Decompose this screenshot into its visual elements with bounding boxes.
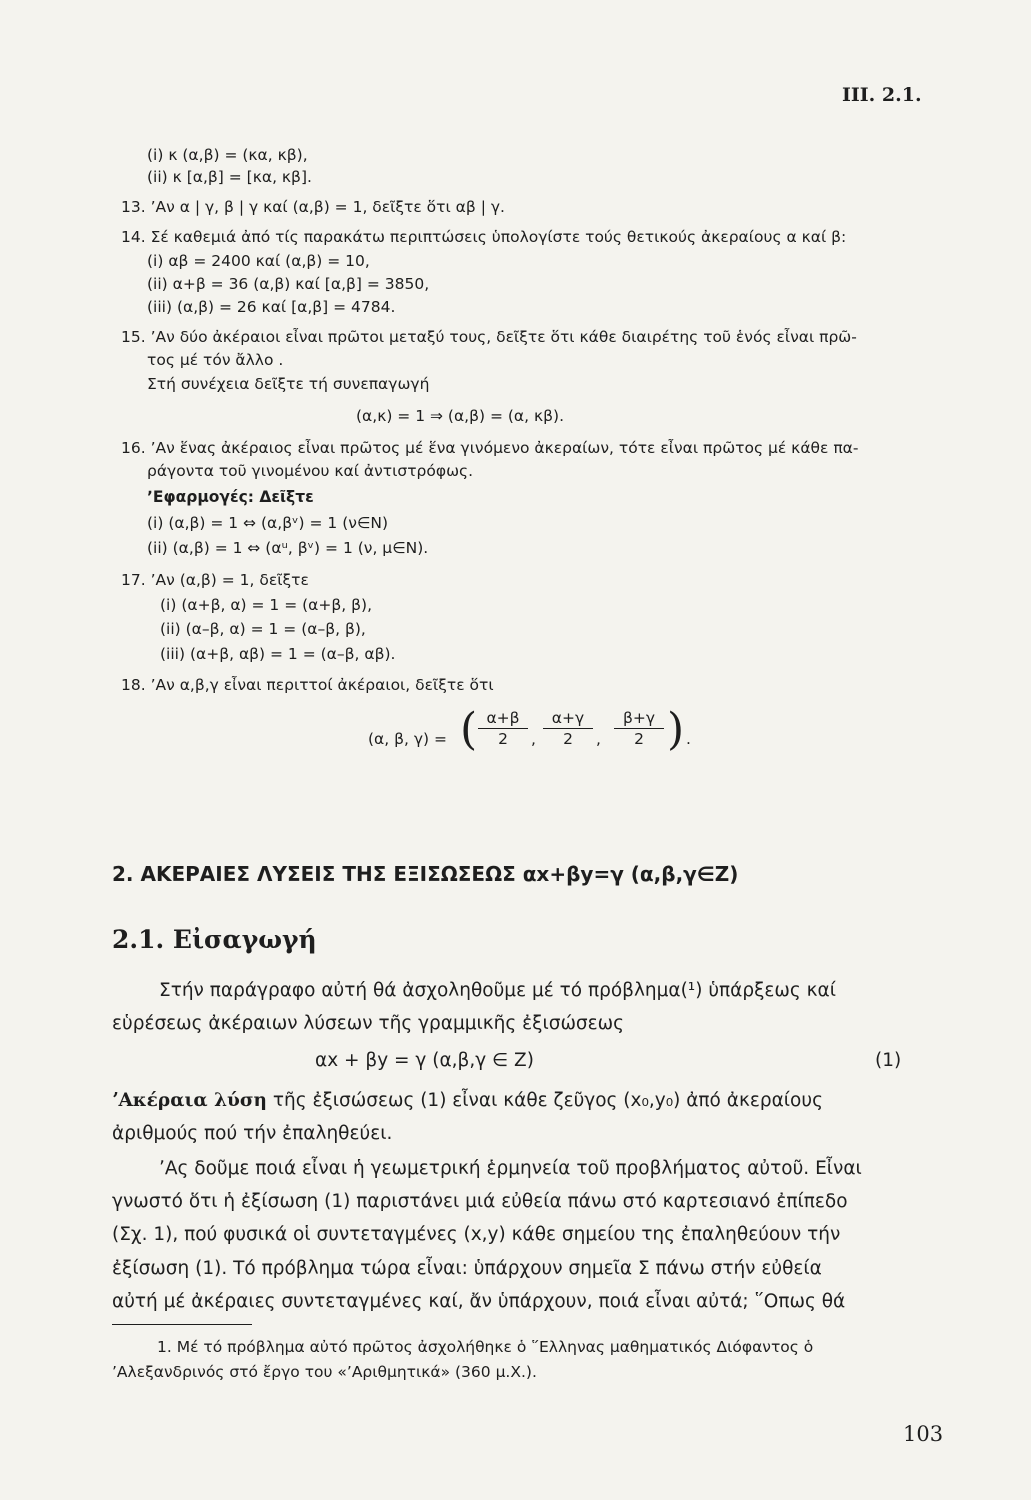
body-line: ἐξίσωση (1). Τό πρόβλημα τώρα εἶναι: ὑπάρχουν σημεῖα Σ πάνω στήν εὐθεία xyxy=(112,1258,822,1279)
exercise-line: (i) (α+β, α) = 1 = (α+β, β), xyxy=(160,596,372,614)
exercise-14: 14. Σέ καθεμιά ἀπό τίς παρακάτω περιπτώσεις ὑπολογίστε τούς θετικούς ἀκεραίους α καί β: xyxy=(121,228,847,246)
term-bold: ʼΑκέραια λύση xyxy=(112,1090,267,1111)
exercise-line: Στή συνέχεια δεῖξτε τή συνεπαγωγή xyxy=(147,375,430,393)
exercise-16: 16. ʼΑν ἕνας ἀκέραιος εἶναι πρῶτος μέ ἕνα γινόμενο ἀκεραίων, τότε εἶναι πρῶτος μέ κάθε πα- xyxy=(121,439,859,457)
comma: , xyxy=(596,730,601,748)
exercise-15: 15. ʼΑν δύο ἀκέραιοι εἶναι πρῶτοι μεταξύ τους, δεῖξτε ὅτι κάθε διαιρέτης τοῦ ἑνός εἶναι πρῶ- xyxy=(121,328,857,346)
equation-number: (1) xyxy=(875,1050,902,1071)
formula: (α,κ) = 1 ⇒ (α,β) = (α, κβ). xyxy=(356,407,565,425)
exercise-line: (ii) (α–β, α) = 1 = (α–β, β), xyxy=(160,620,366,638)
exercise-line: (ii) α+β = 36 (α,β) καί [α,β] = 3850, xyxy=(147,275,430,293)
exercise-17: 17. ʼΑν (α,β) = 1, δεῖξτε xyxy=(121,571,309,589)
fraction: $\frac{\alpha+\beta}{2}$ xyxy=(478,708,528,749)
running-header: III. 2.1. xyxy=(842,84,922,106)
body-text: τῆς ἐξισώσεως (1) εἶναι κάθε ζεῦγος (x₀,y₀) ἀπό ἀκεραίους xyxy=(266,1090,823,1111)
body-line: γνωστό ὅτι ἡ ἐξίσωση (1) παριστάνει μιά εὐθεία πάνω στό καρτεσιανό ἐπίπεδο xyxy=(112,1191,848,1212)
body-line: Στήν παράγραφο αὐτή θά ἀσχοληθοῦμε μέ τό πρόβλημα(¹) ὑπάρξεως καί xyxy=(159,980,837,1001)
formula-lhs: (α, β, γ) = xyxy=(368,730,447,748)
body-line: αὐτή μέ ἀκέραιες συντεταγμένες καί, ἄν ὑπάρχουν, ποιά εἶναι αὐτά; ῞Οπως θά xyxy=(112,1291,846,1312)
exercise-13: 13. ʼΑν α | γ, β | γ καί (α,β) = 1, δεῖξτε ὅτι αβ | γ. xyxy=(121,198,505,216)
footnote-line: 1. Μέ τό πρόβλημα αὐτό πρῶτος ἀσχολήθηκε ὁ ῞Ελληνας μαθηματικός Διόφαντος ὁ xyxy=(157,1338,814,1356)
body-line xyxy=(112,1088,823,1114)
exercise-line: τος μέ τόν ἄλλο . xyxy=(147,351,284,369)
exercise-line: ʼΕφαρμογές: Δεῖξτε xyxy=(147,488,314,506)
equation: αx + βy = γ (α,β,γ ∈ Z) xyxy=(315,1050,534,1071)
exercise-line: (i) αβ = 2400 καί (α,β) = 10, xyxy=(147,252,370,270)
exercise-line: (ii) κ [α,β] = [κα, κβ]. xyxy=(147,168,312,186)
body-line: (Σχ. 1), πού φυσικά οἱ συντεταγμένες (x,y) κάθε σημείου της ἐπαληθεύουν τήν xyxy=(112,1224,841,1245)
exercise-line: ράγοντα τοῦ γινομένου καί ἀντιστρόφως. xyxy=(147,462,474,480)
page-number: 103 xyxy=(903,1422,944,1446)
body-line: ʼΑς δοῦμε ποιά εἶναι ἡ γεωμετρική ἑρμηνεία τοῦ προβλήματος αὐτοῦ. Εἶναι xyxy=(159,1158,862,1179)
exercise-18: 18. ʼΑν α,β,γ εἶναι περιττοί ἀκέραιοι, δεῖξτε ὅτι xyxy=(121,676,494,694)
exercise-line: (iii) (α,β) = 26 καί [α,β] = 4784. xyxy=(147,298,396,316)
body-line: εὑρέσεως ἀκέραιων λύσεων τῆς γραμμικῆς ἐξισώσεως xyxy=(112,1013,625,1034)
section-heading: 2. ΑΚΕΡΑΙΕΣ ΛΥΣΕΙΣ ΤΗΣ ΕΞΙΣΩΣΕΩΣ αx+βy=γ (α,β,γ∈Z) xyxy=(112,862,739,886)
exercise-line: (i) κ (α,β) = (κα, κβ), xyxy=(147,146,308,164)
footnote-line: ʼΑλεξανδρινός στό ἔργο του «ʼΑριθμητικά» (360 μ.Χ.). xyxy=(112,1363,537,1381)
period: . xyxy=(686,730,691,748)
body-line: ἀριθμούς πού τήν ἐπαληθεύει. xyxy=(112,1123,393,1144)
exercise-line: (i) (α,β) = 1 ⇔ (α,βᵛ) = 1 (ν∈N) xyxy=(147,514,389,532)
fraction: $\frac{\alpha+\gamma}{2}$ xyxy=(543,708,593,749)
subsection-heading: 2.1. Εἰσαγωγή xyxy=(112,925,317,954)
exercise-line: (ii) (α,β) = 1 ⇔ (αᵘ, βᵛ) = 1 (ν, μ∈N). xyxy=(147,539,429,557)
footnote-rule xyxy=(112,1324,252,1325)
fraction: $\frac{\beta+\gamma}{2}$ xyxy=(614,708,664,749)
exercise-line: (iii) (α+β, αβ) = 1 = (α–β, αβ). xyxy=(160,645,396,663)
open-paren: ( xyxy=(460,704,478,755)
comma: , xyxy=(531,730,536,748)
close-paren: ) xyxy=(667,704,685,755)
